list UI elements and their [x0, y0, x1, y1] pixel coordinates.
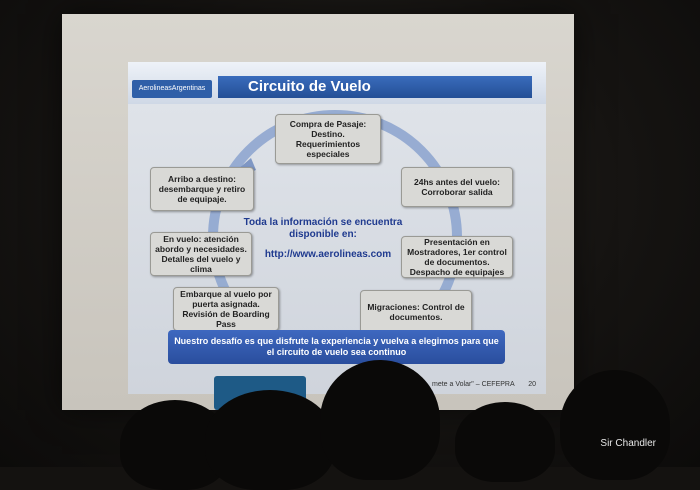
airline-logo: AerolineasArgentinas	[132, 80, 212, 98]
step-check-in: Presentación en Mostradores, 1er control de documentos. Despacho de equipajes	[401, 236, 513, 278]
step-arrival: Arribo a destino: desembarque y retiro de equipaje.	[150, 167, 254, 211]
step-boarding: Embarque al vuelo por puerta asignada. Revisión de Boarding Pass	[173, 287, 279, 331]
center-info-url: http://www.aerolineas.com	[264, 249, 392, 260]
projected-slide	[128, 62, 546, 394]
audience-silhouettes	[0, 360, 700, 467]
footer-text: mete a Volar" – CEFEPRA	[432, 381, 515, 388]
step-in-flight: En vuelo: atención abordo y necesidades. Detalles del vuelo y clima	[150, 232, 252, 276]
audience-head	[455, 402, 555, 482]
audience-head	[205, 390, 335, 490]
step-purchase: Compra de Pasaje: Destino. Requerimientos especiales	[275, 114, 381, 164]
audience-head	[560, 370, 670, 480]
step-24h-before: 24hs antes del vuelo: Corroborar salida	[401, 167, 513, 207]
page-number: 20	[528, 381, 536, 388]
photo-credit: Sir Chandler	[600, 438, 656, 449]
step-migration: Migraciones: Control de documentos.	[360, 290, 472, 334]
slide-banner: Nuestro desafío es que disfrute la experiencia y vuelva a elegirnos para que el circuito de vuelo sea continuo	[168, 330, 505, 364]
audience-head	[320, 360, 440, 480]
slide-title: Circuito de Vuelo	[218, 76, 532, 98]
center-info-text: Toda la información se encuentra disponible en:	[243, 217, 403, 240]
